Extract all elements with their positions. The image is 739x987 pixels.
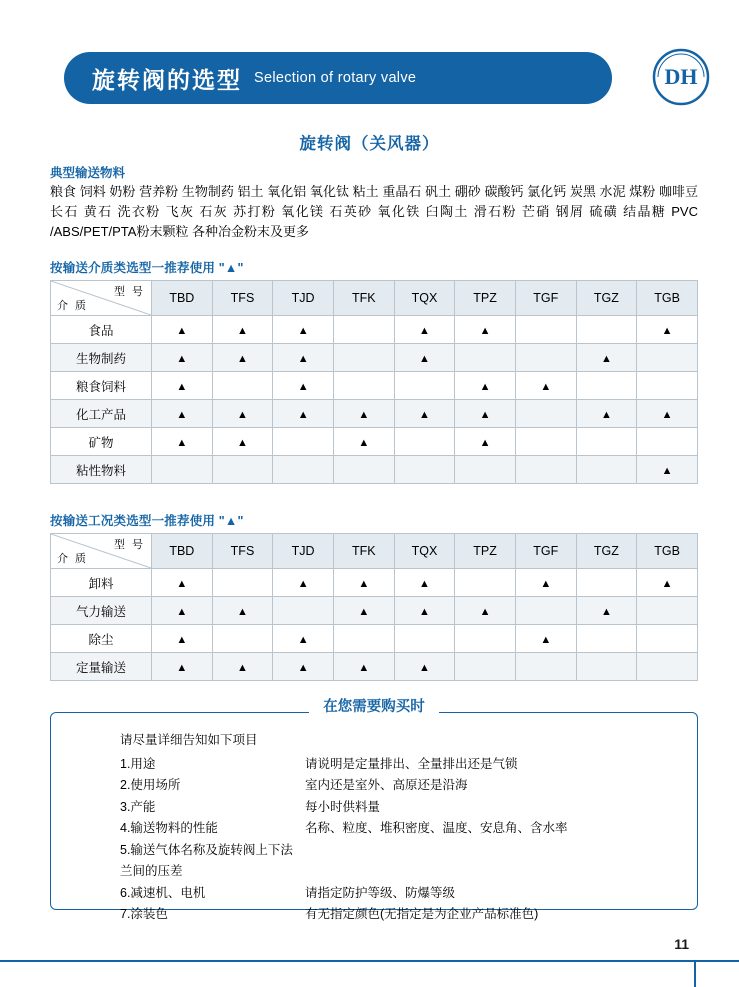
table1-body: [51, 316, 698, 484]
company-logo: [652, 48, 710, 106]
table-cell-marked: [333, 428, 394, 456]
recommend-mark: ▲: [237, 324, 248, 337]
table-cell-empty: [394, 428, 455, 456]
table-cell-empty: [576, 569, 637, 597]
page-header-banner: [64, 52, 612, 104]
recommend-mark: ▲: [358, 577, 370, 590]
table-cell-empty: [273, 456, 334, 484]
recommend-mark: ▲: [419, 577, 430, 590]
table-row-label: 粘性物料: [51, 456, 152, 484]
table-cell-marked: [394, 597, 455, 625]
table-cell-empty: [515, 428, 576, 456]
purchase-item-value: [305, 840, 680, 883]
table1-col-0: TBD: [152, 281, 213, 316]
table-cell-marked: [637, 316, 698, 344]
table-cell-empty: [212, 625, 273, 653]
purchase-item-key: 4.输送物料的性能: [120, 821, 218, 835]
table1-col-2: TJD: [273, 281, 334, 316]
table-cell-empty: [637, 372, 698, 400]
purchase-item-value: 名称、粒度、堆积密度、温度、安息角、含水率: [305, 821, 568, 835]
table-cell-marked: [152, 569, 213, 597]
recommend-mark: ▲: [661, 324, 673, 337]
section-title: 旋转阀（关风器）: [299, 135, 440, 153]
recommend-mark: ▲: [419, 605, 430, 618]
table-cell-marked: [212, 344, 273, 372]
table-row: [51, 344, 698, 372]
table-cell-marked: [273, 316, 334, 344]
recommend-mark: ▲: [176, 352, 188, 365]
recommend-mark: ▲: [479, 380, 491, 393]
recommend-mark: ▲: [237, 408, 248, 421]
table-cell-empty: [212, 372, 273, 400]
recommend-mark: ▲: [176, 324, 188, 337]
purchase-item-value: 请说明是定量排出、全量排出还是气锁: [305, 756, 518, 771]
table-cell-marked: [273, 569, 334, 597]
table-row-label: 气力输送: [51, 597, 152, 625]
recommend-mark: ▲: [176, 633, 188, 646]
recommend-mark: ▲: [419, 324, 430, 337]
recommend-mark: ▲: [297, 352, 309, 365]
table-cell-empty: [394, 625, 455, 653]
table2-col-1: TFS: [212, 534, 273, 569]
table-cell-marked: [394, 344, 455, 372]
table-cell-empty: [637, 344, 698, 372]
table-cell-marked: [637, 456, 698, 484]
table-cell-empty: [333, 456, 394, 484]
table-row: [51, 653, 698, 681]
recommend-mark: ▲: [176, 408, 188, 421]
table-cell-empty: [576, 316, 637, 344]
table-cell-empty: [333, 372, 394, 400]
table-cell-marked: [394, 400, 455, 428]
recommend-mark: ▲: [540, 577, 552, 590]
table-cell-empty: [212, 569, 273, 597]
purchase-lead: 请尽量详细告知如下项目: [120, 733, 258, 747]
table1-corner-top-label: 型 号: [113, 286, 145, 298]
table-cell-marked: [152, 316, 213, 344]
table1-col-4: TQX: [394, 281, 455, 316]
purchase-item: [120, 797, 680, 819]
recommend-mark: ▲: [237, 605, 248, 618]
table2-header-row: [51, 534, 698, 569]
materials-text: 粮食 饲料 奶粉 营养粉 生物制药 铝土 氧化铝 氧化钛 粘土 重晶石 矾土 硼砂 碳酸钙 氯化钙 炭黑 水泥 煤粉 咖啡豆 长石 黄石 洗衣粉 飞灰 石灰 苏打粉 氧化镁 石英砂 氧化铁 臼陶土 滑石粉 芒硝 钢屑 硫磺 结晶糖 PVC /ABS/PET/PTA粉末颗粒 各种冶金粉末及更多: [50, 184, 698, 239]
table-cell-empty: [637, 428, 698, 456]
recommend-mark: ▲: [419, 352, 430, 365]
table1-col-8: TGB: [637, 281, 698, 316]
table-cell-marked: [576, 597, 637, 625]
table-cell-marked: [455, 400, 516, 428]
table-cell-empty: [576, 428, 637, 456]
table-cell-empty: [515, 597, 576, 625]
table-cell-empty: [333, 344, 394, 372]
recommend-mark: ▲: [540, 633, 552, 646]
purchase-item-list: [120, 754, 680, 926]
table1-wrapper: [50, 280, 698, 484]
recommend-mark: ▲: [661, 577, 673, 590]
table-cell-empty: [455, 456, 516, 484]
recommend-mark: ▲: [297, 633, 309, 646]
table-cell-empty: [394, 456, 455, 484]
recommend-mark: ▲: [297, 408, 309, 421]
table-row-label: 生物制药: [51, 344, 152, 372]
table-cell-marked: [212, 597, 273, 625]
footer-rule: [0, 960, 739, 962]
table-cell-empty: [515, 316, 576, 344]
table-cell-marked: [515, 569, 576, 597]
table1-heading: 按输送介质类选型一推荐使用 "▲": [50, 261, 244, 275]
recommend-mark: ▲: [540, 380, 552, 393]
purchase-item-key: 6.减速机、电机: [120, 885, 206, 900]
recommend-mark: ▲: [419, 661, 430, 674]
table-cell-marked: [333, 400, 394, 428]
table-cell-marked: [152, 653, 213, 681]
recommend-mark: ▲: [479, 408, 491, 421]
table-cell-empty: [637, 597, 698, 625]
table1-head: [51, 281, 698, 316]
table1-col-3: TFK: [333, 281, 394, 316]
table-cell-marked: [394, 653, 455, 681]
table1-col-5: TPZ: [455, 281, 516, 316]
recommend-mark: ▲: [661, 464, 673, 477]
table2-body: [51, 569, 698, 681]
table-cell-empty: [576, 625, 637, 653]
table-cell-marked: [394, 316, 455, 344]
table2-corner-cell: [51, 534, 152, 569]
table-cell-marked: [576, 344, 637, 372]
table1-col-6: TGF: [515, 281, 576, 316]
purchase-item: [120, 754, 680, 776]
table-cell-marked: [576, 400, 637, 428]
table-cell-marked: [273, 625, 334, 653]
table-cell-marked: [212, 428, 273, 456]
table-cell-empty: [212, 456, 273, 484]
recommend-mark: ▲: [479, 324, 491, 337]
table-cell-marked: [333, 653, 394, 681]
recommend-mark: ▲: [237, 352, 248, 365]
table-row-label: 卸料: [51, 569, 152, 597]
recommend-mark: ▲: [661, 408, 673, 421]
table-cell-marked: [455, 428, 516, 456]
table-cell-marked: [637, 400, 698, 428]
table-cell-empty: [455, 653, 516, 681]
purchase-item: [120, 883, 680, 905]
table-cell-marked: [273, 372, 334, 400]
table-row: [51, 400, 698, 428]
purchase-title: 在您需要购买时: [309, 695, 439, 716]
table-row: [51, 428, 698, 456]
purchase-item-key: 3.产能: [120, 799, 156, 814]
recommend-mark: ▲: [297, 577, 309, 590]
purchase-item-value: 请指定防护等级、防爆等级: [305, 885, 456, 900]
purchase-content: [120, 730, 680, 926]
table-cell-empty: [152, 456, 213, 484]
table-cell-empty: [273, 428, 334, 456]
table1-corner-cell: [51, 281, 152, 316]
table2-col-5: TPZ: [455, 534, 516, 569]
table-row-label: 矿物: [51, 428, 152, 456]
table-cell-marked: [152, 372, 213, 400]
purchase-item: [120, 904, 680, 926]
table2-col-8: TGB: [637, 534, 698, 569]
purchase-item: [120, 818, 680, 840]
table-cell-empty: [515, 456, 576, 484]
table-row-label: 定量输送: [51, 653, 152, 681]
table-cell-marked: [455, 597, 516, 625]
recommend-mark: ▲: [479, 436, 491, 449]
table-row-label: 食品: [51, 316, 152, 344]
table-cell-marked: [273, 400, 334, 428]
table1-col-1: TFS: [212, 281, 273, 316]
table-cell-marked: [152, 344, 213, 372]
table-cell-marked: [515, 372, 576, 400]
recommend-mark: ▲: [479, 605, 491, 618]
table2-col-7: TGZ: [576, 534, 637, 569]
table-cell-empty: [333, 625, 394, 653]
table2-col-6: TGF: [515, 534, 576, 569]
table-cell-marked: [455, 316, 516, 344]
recommend-mark: ▲: [176, 436, 188, 449]
purchase-item-key: 5.输送气体名称及旋转阀上下法兰间的压差: [120, 842, 293, 878]
table-cell-marked: [212, 400, 273, 428]
purchase-item-key: 2.使用场所: [120, 778, 181, 792]
recommend-mark: ▲: [237, 661, 248, 674]
table2-corner-bottom-label: 介 质: [57, 553, 89, 565]
table-cell-empty: [637, 625, 698, 653]
table-cell-empty: [394, 372, 455, 400]
table2-wrapper: [50, 533, 698, 681]
condition-selection-table: [50, 533, 698, 681]
table-cell-marked: [455, 372, 516, 400]
table-cell-marked: [152, 597, 213, 625]
table-cell-empty: [455, 625, 516, 653]
table-row: [51, 316, 698, 344]
table-cell-marked: [333, 569, 394, 597]
table2-col-4: TQX: [394, 534, 455, 569]
table-row: [51, 372, 698, 400]
table-cell-empty: [637, 653, 698, 681]
purchase-item: [120, 775, 680, 797]
table-cell-marked: [333, 597, 394, 625]
purchase-item-value: 每小时供料量: [305, 799, 381, 814]
table-cell-empty: [576, 456, 637, 484]
media-selection-table: [50, 280, 698, 484]
recommend-mark: ▲: [358, 605, 370, 618]
header-title-cn: 旋转阀的选型: [92, 66, 242, 93]
purchase-item-value: 室内还是室外、高原还是沿海: [305, 778, 468, 792]
recommend-mark: ▲: [358, 436, 370, 449]
table-cell-marked: [515, 625, 576, 653]
table1-corner-bottom-label: 介 质: [57, 300, 89, 312]
table-cell-marked: [152, 428, 213, 456]
table-cell-empty: [576, 653, 637, 681]
table-cell-empty: [576, 372, 637, 400]
table2-corner-top-label: 型 号: [113, 539, 145, 551]
table-row-label: 粮食饲料: [51, 372, 152, 400]
table-cell-marked: [273, 653, 334, 681]
recommend-mark: ▲: [600, 408, 612, 421]
table-cell-marked: [212, 653, 273, 681]
table2-col-0: TBD: [152, 534, 213, 569]
materials-label: 典型输送物料: [50, 166, 126, 180]
table-cell-marked: [394, 569, 455, 597]
table-cell-empty: [455, 344, 516, 372]
table-cell-marked: [637, 569, 698, 597]
recommend-mark: ▲: [237, 436, 248, 449]
purchase-item: [120, 840, 680, 883]
recommend-mark: ▲: [358, 661, 370, 674]
recommend-mark: ▲: [176, 605, 188, 618]
recommend-mark: ▲: [600, 352, 612, 365]
table-cell-empty: [455, 569, 516, 597]
purchase-item-value: 有无指定颜色(无指定是为企业产品标准色): [305, 907, 539, 921]
table-row-label: 除尘: [51, 625, 152, 653]
table2-col-2: TJD: [273, 534, 334, 569]
purchase-item-key: 7.涂装色: [120, 907, 168, 921]
table-cell-empty: [273, 597, 334, 625]
table-cell-marked: [152, 625, 213, 653]
table-row: [51, 456, 698, 484]
recommend-mark: ▲: [600, 605, 612, 618]
header-title-en: Selection of rotary valve: [254, 70, 417, 86]
recommend-mark: ▲: [176, 661, 188, 674]
recommend-mark: ▲: [358, 408, 370, 421]
table-row: [51, 625, 698, 653]
page-number: 11: [674, 936, 689, 952]
purchase-item-key: 1.用途: [120, 756, 156, 771]
table-cell-empty: [515, 653, 576, 681]
svg-text:DH: DH: [664, 64, 698, 89]
recommend-mark: ▲: [297, 380, 309, 393]
table-row: [51, 569, 698, 597]
table-cell-empty: [333, 316, 394, 344]
footer-tick: [694, 960, 696, 987]
table2-head: [51, 534, 698, 569]
table-row: [51, 597, 698, 625]
recommend-mark: ▲: [176, 380, 188, 393]
recommend-mark: ▲: [419, 408, 430, 421]
table-cell-empty: [515, 344, 576, 372]
purchase-title-wrapper: [50, 695, 698, 716]
recommend-mark: ▲: [176, 577, 188, 590]
table-cell-marked: [212, 316, 273, 344]
table2-col-3: TFK: [333, 534, 394, 569]
recommend-mark: ▲: [297, 661, 309, 674]
recommend-mark: ▲: [297, 324, 309, 337]
table-cell-marked: [273, 344, 334, 372]
table-cell-empty: [515, 400, 576, 428]
table-cell-marked: [152, 400, 213, 428]
table1-header-row: [51, 281, 698, 316]
table-row-label: 化工产品: [51, 400, 152, 428]
table1-col-7: TGZ: [576, 281, 637, 316]
table2-heading: 按输送工况类选型一推荐使用 "▲": [50, 514, 244, 528]
